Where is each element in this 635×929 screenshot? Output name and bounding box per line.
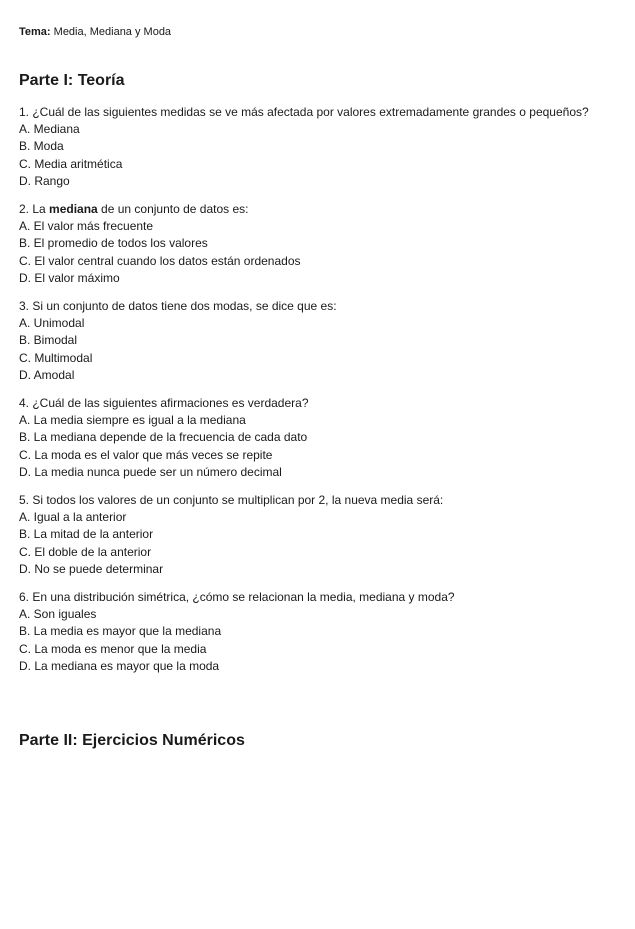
option: B. La mediana depende de la frecuencia de cada dato — [19, 430, 308, 445]
option: B. El promedio de todos los valores — [19, 236, 208, 251]
question-stem: 4. ¿Cuál de las siguientes afirmaciones es verdadera? — [19, 396, 309, 411]
option: B. Bimodal — [19, 333, 78, 348]
stem-pre: 2. La — [19, 202, 50, 217]
topic-line — [19, 26, 171, 38]
option: A. Unimodal — [19, 316, 85, 331]
topic-label: Tema: — [19, 26, 51, 38]
question-list — [19, 104, 619, 686]
option: C. La moda es el valor que más veces se repite — [19, 447, 273, 462]
option: D. Rango — [19, 173, 70, 188]
option: D. La media nunca puede ser un número decimal — [19, 464, 282, 479]
stem-post: de un conjunto de datos es: — [97, 202, 249, 217]
stem-bold: mediana — [49, 202, 98, 217]
option: A. Mediana — [19, 122, 80, 137]
section-heading-part-2: Parte II: Ejercicios Numéricos — [19, 732, 245, 749]
option: A. Igual a la anterior — [19, 510, 127, 525]
question-stem: 3. Si un conjunto de datos tiene dos modas, se dice que es: — [19, 299, 337, 314]
option: B. Moda — [19, 139, 64, 154]
option: D. La mediana es mayor que la moda — [19, 658, 220, 673]
option: A. El valor más frecuente — [19, 219, 154, 234]
question-2 — [19, 201, 619, 287]
option: D. Amodal — [19, 367, 75, 382]
option: C. Media aritmética — [19, 156, 123, 171]
option: A. Son iguales — [19, 607, 97, 622]
option: C. El doble de la anterior — [19, 544, 152, 559]
question-3 — [19, 298, 619, 384]
option: B. La mitad de la anterior — [19, 527, 154, 542]
option: C. Multimodal — [19, 350, 93, 365]
section-heading-part-1: Parte I: Teoría — [19, 72, 125, 89]
question-stem: 5. Si todos los valores de un conjunto se multiplican por 2, la nueva media será: — [19, 493, 444, 508]
option: C. El valor central cuando los datos están ordenados — [19, 253, 301, 268]
option: D. No se puede determinar — [19, 561, 164, 576]
question-stem: 6. En una distribución simétrica, ¿cómo se relacionan la media, mediana y moda? — [19, 590, 455, 605]
option: C. La moda es menor que la media — [19, 641, 207, 656]
question-1 — [19, 104, 619, 190]
question-stem: 1. ¿Cuál de las siguientes medidas se ve más afectada por valores extremadamente grandes o pequeños? — [19, 105, 589, 119]
question-stem — [19, 201, 619, 218]
option: A. La media siempre es igual a la mediana — [19, 413, 246, 428]
topic-value: Media, Mediana y Moda — [53, 26, 172, 38]
question-4 — [19, 395, 619, 481]
option: B. La media es mayor que la mediana — [19, 624, 222, 639]
question-5 — [19, 492, 619, 578]
question-6 — [19, 589, 619, 675]
option: D. El valor máximo — [19, 270, 120, 285]
